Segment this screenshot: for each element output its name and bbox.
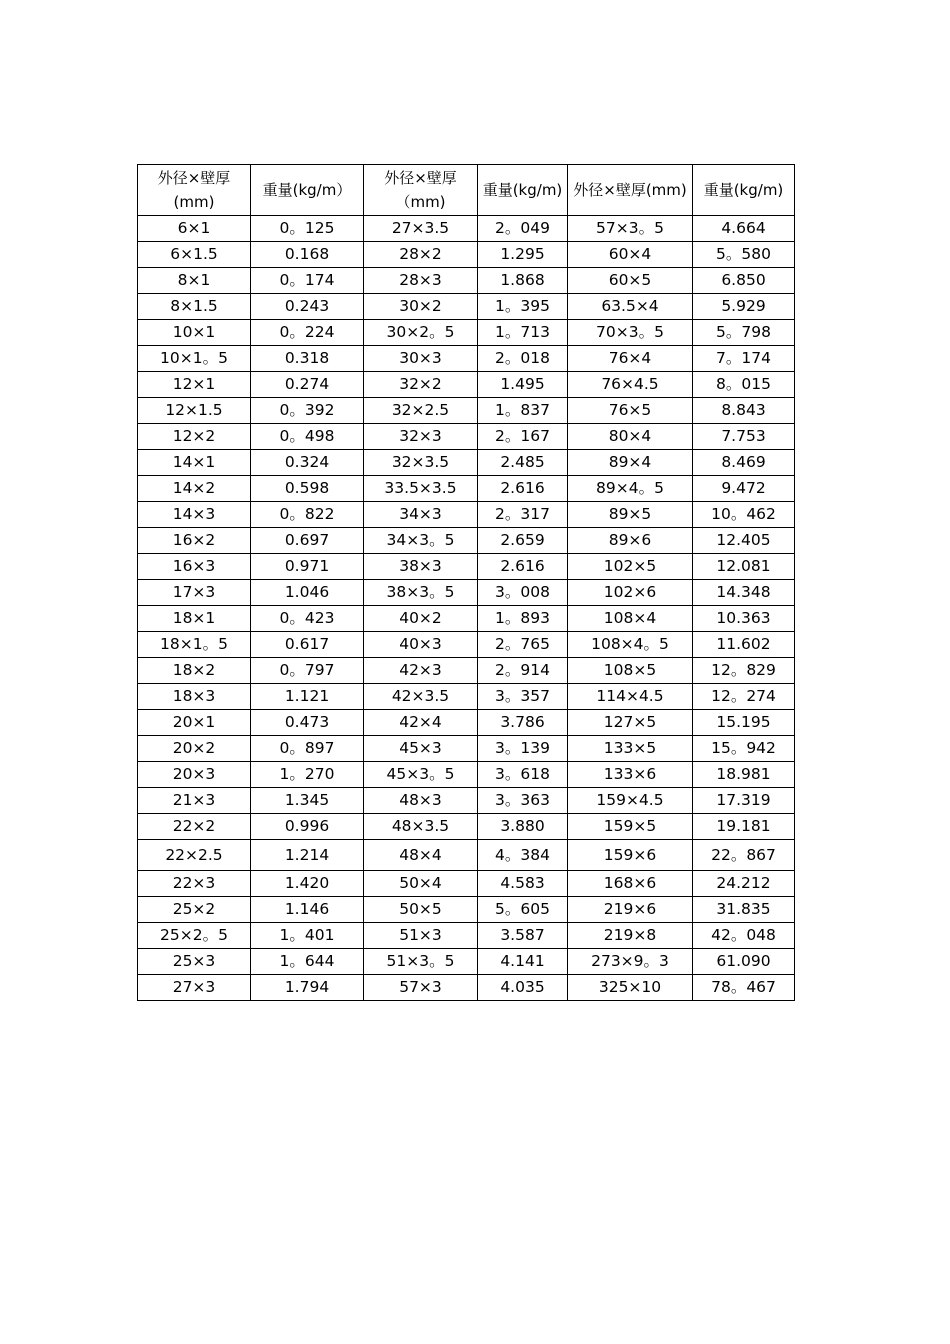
cell-weight: 12.081 [693, 554, 795, 580]
pipe-weight-table [137, 164, 795, 1001]
cell-od-wall: 89×5 [568, 502, 693, 528]
cell-od-wall: 21×3 [138, 788, 251, 814]
cell-weight: 0。224 [251, 320, 364, 346]
cell-od-wall: 18×2 [138, 658, 251, 684]
cell-weight: 1.345 [251, 788, 364, 814]
cell-weight: 7。174 [693, 346, 795, 372]
cell-od-wall: 45×3 [364, 736, 478, 762]
cell-weight: 4.664 [693, 216, 795, 242]
cell-od-wall: 76×4 [568, 346, 693, 372]
table-row [138, 762, 795, 788]
cell-od-wall: 57×3 [364, 975, 478, 1001]
cell-od-wall: 25×3 [138, 949, 251, 975]
cell-od-wall: 6×1 [138, 216, 251, 242]
cell-od-wall: 89×4。5 [568, 476, 693, 502]
cell-weight: 7.753 [693, 424, 795, 450]
cell-weight: 18.981 [693, 762, 795, 788]
cell-od-wall: 60×4 [568, 242, 693, 268]
cell-od-wall: 48×4 [364, 840, 478, 871]
table-row [138, 923, 795, 949]
header-weight-2: 重量(kg/m) [478, 165, 568, 216]
cell-weight: 78。467 [693, 975, 795, 1001]
cell-weight: 1.420 [251, 871, 364, 897]
cell-weight: 0.318 [251, 346, 364, 372]
cell-weight: 2。018 [478, 346, 568, 372]
table-row [138, 580, 795, 606]
cell-weight: 1.495 [478, 372, 568, 398]
cell-od-wall: 12×2 [138, 424, 251, 450]
cell-od-wall: 127×5 [568, 710, 693, 736]
cell-weight: 3。357 [478, 684, 568, 710]
cell-od-wall: 20×1 [138, 710, 251, 736]
cell-weight: 31.835 [693, 897, 795, 923]
cell-weight: 0。498 [251, 424, 364, 450]
cell-weight: 1。395 [478, 294, 568, 320]
table-row [138, 897, 795, 923]
table-row [138, 871, 795, 897]
cell-od-wall: 273×9。3 [568, 949, 693, 975]
cell-od-wall: 70×3。5 [568, 320, 693, 346]
cell-od-wall: 76×5 [568, 398, 693, 424]
table-row [138, 632, 795, 658]
cell-weight: 0.971 [251, 554, 364, 580]
cell-weight: 2。914 [478, 658, 568, 684]
table-row [138, 788, 795, 814]
cell-weight: 24.212 [693, 871, 795, 897]
table-body [138, 216, 795, 1001]
cell-od-wall: 42×3 [364, 658, 478, 684]
table-row [138, 840, 795, 871]
cell-od-wall: 80×4 [568, 424, 693, 450]
cell-od-wall: 22×3 [138, 871, 251, 897]
cell-od-wall: 18×1 [138, 606, 251, 632]
cell-od-wall: 89×4 [568, 450, 693, 476]
cell-od-wall: 89×6 [568, 528, 693, 554]
table-row [138, 606, 795, 632]
cell-weight: 0.617 [251, 632, 364, 658]
cell-weight: 22。867 [693, 840, 795, 871]
cell-od-wall: 27×3.5 [364, 216, 478, 242]
cell-od-wall: 114×4.5 [568, 684, 693, 710]
cell-weight: 1。401 [251, 923, 364, 949]
cell-weight: 19.181 [693, 814, 795, 840]
cell-weight: 1。837 [478, 398, 568, 424]
cell-od-wall: 14×1 [138, 450, 251, 476]
header-weight-1: 重量(kg/m） [251, 165, 364, 216]
cell-weight: 2。049 [478, 216, 568, 242]
cell-weight: 0。797 [251, 658, 364, 684]
cell-weight: 0.168 [251, 242, 364, 268]
cell-weight: 1.868 [478, 268, 568, 294]
cell-od-wall: 45×3。5 [364, 762, 478, 788]
header-weight-3: 重量(kg/m) [693, 165, 795, 216]
cell-weight: 61.090 [693, 949, 795, 975]
cell-od-wall: 108×4 [568, 606, 693, 632]
cell-od-wall: 38×3 [364, 554, 478, 580]
header-od-wall-2: 外径×壁厚（mm) [364, 165, 478, 216]
cell-od-wall: 20×2 [138, 736, 251, 762]
cell-od-wall: 102×5 [568, 554, 693, 580]
cell-od-wall: 10×1 [138, 320, 251, 346]
cell-od-wall: 76×4.5 [568, 372, 693, 398]
cell-od-wall: 18×3 [138, 684, 251, 710]
cell-od-wall: 6×1.5 [138, 242, 251, 268]
cell-weight: 1.046 [251, 580, 364, 606]
table-row [138, 476, 795, 502]
cell-od-wall: 57×3。5 [568, 216, 693, 242]
table-row [138, 398, 795, 424]
cell-od-wall: 17×3 [138, 580, 251, 606]
cell-weight: 17.319 [693, 788, 795, 814]
cell-weight: 2.659 [478, 528, 568, 554]
table-row [138, 502, 795, 528]
cell-weight: 10.363 [693, 606, 795, 632]
table-row [138, 554, 795, 580]
cell-weight: 2.616 [478, 476, 568, 502]
cell-weight: 0。423 [251, 606, 364, 632]
cell-weight: 15.195 [693, 710, 795, 736]
cell-weight: 1.295 [478, 242, 568, 268]
cell-od-wall: 20×3 [138, 762, 251, 788]
cell-od-wall: 14×3 [138, 502, 251, 528]
cell-od-wall: 16×3 [138, 554, 251, 580]
cell-weight: 3.880 [478, 814, 568, 840]
cell-weight: 1。893 [478, 606, 568, 632]
cell-od-wall: 34×3 [364, 502, 478, 528]
table-row [138, 684, 795, 710]
cell-weight: 14.348 [693, 580, 795, 606]
cell-od-wall: 51×3 [364, 923, 478, 949]
cell-od-wall: 8×1 [138, 268, 251, 294]
cell-od-wall: 12×1 [138, 372, 251, 398]
cell-od-wall: 168×6 [568, 871, 693, 897]
cell-od-wall: 219×8 [568, 923, 693, 949]
cell-weight: 0。125 [251, 216, 364, 242]
cell-weight: 1.121 [251, 684, 364, 710]
cell-od-wall: 28×3 [364, 268, 478, 294]
cell-od-wall: 10×1。5 [138, 346, 251, 372]
cell-od-wall: 133×6 [568, 762, 693, 788]
cell-weight: 0。174 [251, 268, 364, 294]
cell-weight: 11.602 [693, 632, 795, 658]
cell-weight: 0.697 [251, 528, 364, 554]
cell-weight: 3。139 [478, 736, 568, 762]
table-row [138, 216, 795, 242]
cell-od-wall: 60×5 [568, 268, 693, 294]
cell-od-wall: 14×2 [138, 476, 251, 502]
cell-weight: 3。618 [478, 762, 568, 788]
cell-weight: 12。274 [693, 684, 795, 710]
cell-od-wall: 51×3。5 [364, 949, 478, 975]
cell-weight: 5.929 [693, 294, 795, 320]
cell-od-wall: 42×3.5 [364, 684, 478, 710]
cell-weight: 1。270 [251, 762, 364, 788]
cell-weight: 0。392 [251, 398, 364, 424]
cell-weight: 3。008 [478, 580, 568, 606]
cell-weight: 0.324 [251, 450, 364, 476]
cell-od-wall: 50×4 [364, 871, 478, 897]
table-row [138, 320, 795, 346]
cell-weight: 15。942 [693, 736, 795, 762]
table-row [138, 372, 795, 398]
table-row [138, 528, 795, 554]
cell-od-wall: 48×3.5 [364, 814, 478, 840]
cell-od-wall: 159×6 [568, 840, 693, 871]
cell-od-wall: 42×4 [364, 710, 478, 736]
cell-weight: 8。015 [693, 372, 795, 398]
table-row [138, 710, 795, 736]
cell-weight: 0。897 [251, 736, 364, 762]
cell-weight: 2.616 [478, 554, 568, 580]
cell-od-wall: 32×2.5 [364, 398, 478, 424]
cell-weight: 3.587 [478, 923, 568, 949]
table-row [138, 736, 795, 762]
cell-od-wall: 108×4。5 [568, 632, 693, 658]
table-header-row [138, 165, 795, 216]
table-row [138, 424, 795, 450]
cell-weight: 1.214 [251, 840, 364, 871]
cell-weight: 4.141 [478, 949, 568, 975]
cell-od-wall: 48×3 [364, 788, 478, 814]
cell-weight: 2。317 [478, 502, 568, 528]
cell-od-wall: 159×5 [568, 814, 693, 840]
cell-od-wall: 28×2 [364, 242, 478, 268]
cell-weight: 0.996 [251, 814, 364, 840]
cell-od-wall: 30×2 [364, 294, 478, 320]
cell-od-wall: 18×1。5 [138, 632, 251, 658]
cell-od-wall: 12×1.5 [138, 398, 251, 424]
cell-weight: 4。384 [478, 840, 568, 871]
table-row [138, 814, 795, 840]
cell-od-wall: 38×3。5 [364, 580, 478, 606]
cell-weight: 0.473 [251, 710, 364, 736]
cell-weight: 8.469 [693, 450, 795, 476]
cell-weight: 12。829 [693, 658, 795, 684]
header-od-wall-3: 外径×壁厚(mm) [568, 165, 693, 216]
cell-od-wall: 102×6 [568, 580, 693, 606]
table-row [138, 268, 795, 294]
cell-od-wall: 40×3 [364, 632, 478, 658]
cell-od-wall: 219×6 [568, 897, 693, 923]
cell-weight: 0.243 [251, 294, 364, 320]
cell-weight: 4.583 [478, 871, 568, 897]
cell-od-wall: 50×5 [364, 897, 478, 923]
cell-weight: 5。798 [693, 320, 795, 346]
cell-od-wall: 32×3 [364, 424, 478, 450]
table-row [138, 450, 795, 476]
cell-od-wall: 30×3 [364, 346, 478, 372]
cell-weight: 5。580 [693, 242, 795, 268]
cell-od-wall: 25×2 [138, 897, 251, 923]
table-row [138, 346, 795, 372]
cell-weight: 0.598 [251, 476, 364, 502]
table-row [138, 658, 795, 684]
cell-od-wall: 30×2。5 [364, 320, 478, 346]
cell-od-wall: 108×5 [568, 658, 693, 684]
cell-od-wall: 25×2。5 [138, 923, 251, 949]
cell-weight: 10。462 [693, 502, 795, 528]
cell-od-wall: 63.5×4 [568, 294, 693, 320]
cell-weight: 5。605 [478, 897, 568, 923]
cell-weight: 2。765 [478, 632, 568, 658]
cell-weight: 9.472 [693, 476, 795, 502]
cell-weight: 42。048 [693, 923, 795, 949]
cell-od-wall: 27×3 [138, 975, 251, 1001]
cell-weight: 6.850 [693, 268, 795, 294]
cell-weight: 2。167 [478, 424, 568, 450]
header-od-wall-1: 外径×壁厚(mm) [138, 165, 251, 216]
cell-weight: 0.274 [251, 372, 364, 398]
table-row [138, 975, 795, 1001]
cell-od-wall: 159×4.5 [568, 788, 693, 814]
cell-weight: 1.146 [251, 897, 364, 923]
cell-weight: 0。822 [251, 502, 364, 528]
cell-od-wall: 325×10 [568, 975, 693, 1001]
cell-weight: 2.485 [478, 450, 568, 476]
cell-weight: 3。363 [478, 788, 568, 814]
cell-weight: 1.794 [251, 975, 364, 1001]
cell-od-wall: 32×2 [364, 372, 478, 398]
cell-od-wall: 34×3。5 [364, 528, 478, 554]
cell-weight: 3.786 [478, 710, 568, 736]
cell-weight: 8.843 [693, 398, 795, 424]
cell-weight: 12.405 [693, 528, 795, 554]
cell-od-wall: 22×2 [138, 814, 251, 840]
cell-od-wall: 133×5 [568, 736, 693, 762]
cell-weight: 1。644 [251, 949, 364, 975]
cell-weight: 1。713 [478, 320, 568, 346]
cell-weight: 4.035 [478, 975, 568, 1001]
table-row [138, 242, 795, 268]
table-row [138, 294, 795, 320]
cell-od-wall: 32×3.5 [364, 450, 478, 476]
table-row [138, 949, 795, 975]
cell-od-wall: 16×2 [138, 528, 251, 554]
cell-od-wall: 33.5×3.5 [364, 476, 478, 502]
cell-od-wall: 22×2.5 [138, 840, 251, 871]
cell-od-wall: 8×1.5 [138, 294, 251, 320]
cell-od-wall: 40×2 [364, 606, 478, 632]
